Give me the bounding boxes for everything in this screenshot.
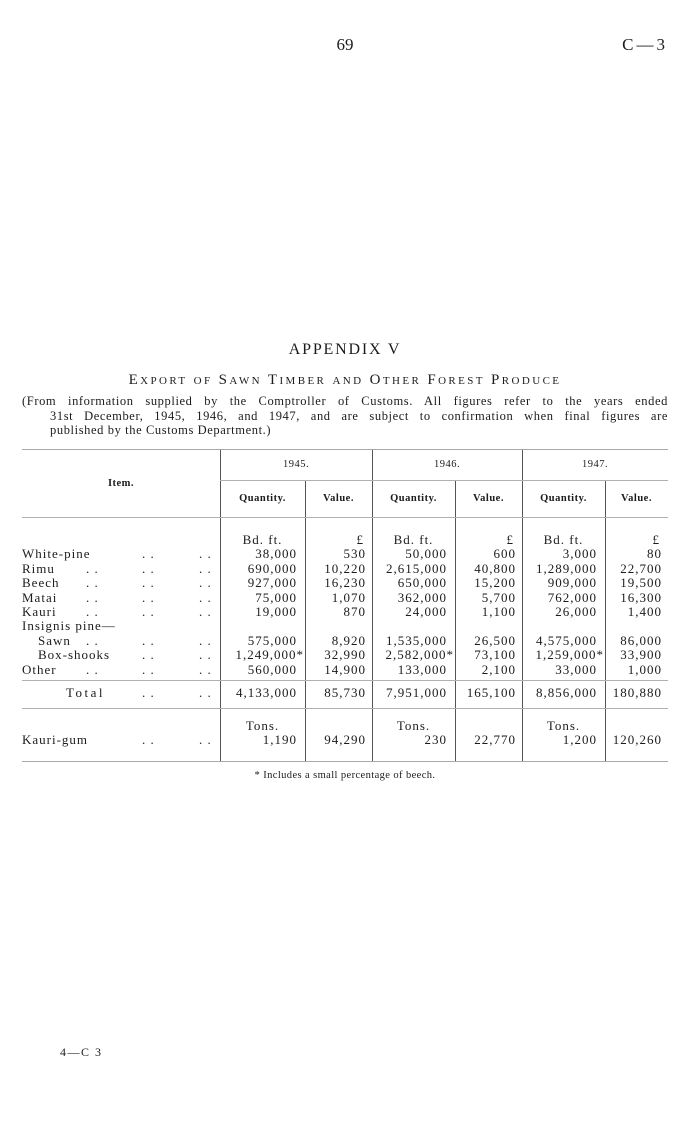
dot-leader: . . xyxy=(199,546,212,562)
item-cell xyxy=(22,686,220,700)
item-cell xyxy=(22,733,220,747)
quantity-cell xyxy=(522,619,605,633)
item-cell xyxy=(22,663,220,677)
unit-cell: Bd. ft. xyxy=(242,532,283,547)
year-header: 1945. xyxy=(282,459,310,470)
item-cell xyxy=(22,619,220,633)
footnote: * Includes a small percentage of beech. xyxy=(254,770,436,781)
quantity-cell: 690,000 xyxy=(247,560,297,576)
quantity-cell: 8,856,000 xyxy=(536,685,597,700)
dot-leader: . . xyxy=(142,560,155,576)
dot-leader: . . xyxy=(199,560,212,576)
item-label: Kauri xyxy=(22,603,57,619)
dot-leader: . . xyxy=(86,661,99,677)
quantity-cell: 560,000 xyxy=(247,661,297,677)
table-row xyxy=(22,547,668,561)
table-row xyxy=(22,605,668,619)
value-cell: 16,230 xyxy=(324,575,366,591)
quantity-cell: 1,535,000 xyxy=(386,632,447,648)
row-rule xyxy=(22,680,668,681)
year-header: 1947. xyxy=(581,459,609,470)
value-cell: 22,700 xyxy=(620,560,662,576)
quantity-header: Quantity. xyxy=(540,493,587,504)
quantity-cell: 7,951,000 xyxy=(386,685,447,700)
dot-leader: . . xyxy=(199,647,212,663)
value-cell: 530 xyxy=(343,546,366,562)
sheet-footer: 4—C 3 xyxy=(60,1045,103,1059)
note-line: (From information supplied by the Comptroller of Customs. All figures refer to the years ended xyxy=(22,394,668,408)
quantity-cell: 38,000 xyxy=(255,546,297,562)
item-cell xyxy=(22,605,220,619)
table-row xyxy=(22,634,668,648)
unit-cell xyxy=(305,719,372,733)
quantity-cell: 1,289,000 xyxy=(536,560,597,576)
value-cell: 32,990 xyxy=(324,647,366,663)
dot-leader: . . xyxy=(142,685,155,700)
note-line: published by the Customs Department.) xyxy=(50,423,272,437)
dot-leader: . . xyxy=(199,732,212,748)
dot-leader: . . xyxy=(86,575,99,591)
item-cell xyxy=(22,576,220,590)
quantity-cell: 2,615,000 xyxy=(386,560,447,576)
item-label: Kauri-gum xyxy=(22,732,89,748)
item-label: Rimu xyxy=(22,560,55,576)
quantity-cell: 133,000 xyxy=(397,661,447,677)
dot-leader: . . xyxy=(142,732,155,748)
appendix-subtitle: Export of Sawn Timber and Other Forest Produce xyxy=(128,372,562,388)
unit-cell: £ xyxy=(356,532,364,547)
unit-cell: Tons. xyxy=(396,718,431,733)
table-row xyxy=(22,648,668,662)
quantity-cell: 33,000 xyxy=(555,661,597,677)
quantity-cell: 230 xyxy=(424,732,447,748)
value-cell: 14,900 xyxy=(324,661,366,677)
value-header: Value. xyxy=(621,493,652,504)
value-cell: 1,400 xyxy=(627,603,662,619)
item-label: White-pine xyxy=(22,546,91,562)
appendix-title: APPENDIX V xyxy=(288,341,402,358)
value-cell: 1,070 xyxy=(331,589,366,605)
value-cell: 15,200 xyxy=(474,575,516,591)
item-cell xyxy=(22,648,220,662)
quantity-cell: 909,000 xyxy=(547,575,597,591)
quantity-cell: 1,190 xyxy=(262,732,297,748)
item-cell xyxy=(22,719,220,733)
value-cell: 1,100 xyxy=(481,603,516,619)
value-cell: 80 xyxy=(647,546,662,562)
total-row xyxy=(22,686,668,700)
dot-leader: . . xyxy=(86,589,99,605)
total-rows xyxy=(22,686,668,700)
value-cell xyxy=(605,619,668,633)
dot-leader: . . xyxy=(199,685,212,700)
value-cell: 73,100 xyxy=(474,647,516,663)
quantity-header: Quantity. xyxy=(390,493,437,504)
row-rule xyxy=(22,517,668,518)
value-cell: 26,500 xyxy=(474,632,516,648)
unit-cell xyxy=(605,719,668,733)
dot-leader: . . xyxy=(199,661,212,677)
kauri-gum-row xyxy=(22,733,668,747)
quantity-cell: 650,000 xyxy=(397,575,447,591)
unit-cell: £ xyxy=(652,532,660,547)
value-cell: 165,100 xyxy=(466,685,516,700)
item-cell xyxy=(22,533,220,547)
document-reference: C—3 xyxy=(622,35,668,54)
value-cell xyxy=(455,619,522,633)
value-cell: 1,000 xyxy=(627,661,662,677)
quantity-cell: 4,575,000 xyxy=(536,632,597,648)
unit-cell xyxy=(455,719,522,733)
export-table xyxy=(22,449,668,762)
quantity-cell: 927,000 xyxy=(247,575,297,591)
item-cell xyxy=(22,634,220,648)
group-heading-row xyxy=(22,619,668,633)
dot-leader: . . xyxy=(86,632,99,648)
value-cell: 16,300 xyxy=(620,589,662,605)
dot-leader: . . xyxy=(142,647,155,663)
quantity-cell: 3,000 xyxy=(562,546,597,562)
item-label: Total xyxy=(66,685,106,700)
quantity-cell: 75,000 xyxy=(255,589,297,605)
quantity-cell: 50,000 xyxy=(405,546,447,562)
value-cell: 85,730 xyxy=(324,685,366,700)
table-row xyxy=(22,576,668,590)
quantity-cell: 362,000 xyxy=(397,589,447,605)
unit-cell: £ xyxy=(506,532,514,547)
dot-leader: . . xyxy=(142,661,155,677)
table-row xyxy=(22,591,668,605)
quantity-cell xyxy=(372,619,455,633)
value-cell: 19,500 xyxy=(620,575,662,591)
item-label: Sawn xyxy=(38,632,71,648)
value-header: Value. xyxy=(323,493,354,504)
page-number: 69 xyxy=(336,35,354,54)
row-rule xyxy=(22,708,668,709)
dot-leader: . . xyxy=(199,632,212,648)
item-cell xyxy=(22,562,220,576)
value-cell: 600 xyxy=(493,546,516,562)
value-cell: 10,220 xyxy=(324,560,366,576)
quantity-cell: 4,133,000 xyxy=(236,685,297,700)
value-cell: 94,290 xyxy=(324,732,366,748)
units-row xyxy=(22,719,668,733)
dot-leader: . . xyxy=(86,603,99,619)
dot-leader: . . xyxy=(86,560,99,576)
quantity-cell: 2,582,000* xyxy=(385,647,454,663)
item-label: Beech xyxy=(22,575,60,591)
unit-cell: Bd. ft. xyxy=(393,532,434,547)
value-cell: 22,770 xyxy=(474,732,516,748)
value-cell: 120,260 xyxy=(612,732,662,748)
item-cell xyxy=(22,591,220,605)
timber-rows xyxy=(22,533,668,677)
dot-leader: . . xyxy=(199,603,212,619)
value-cell xyxy=(305,619,372,633)
item-label: Other xyxy=(22,661,57,677)
quantity-cell: 1,200 xyxy=(562,732,597,748)
value-cell: 33,900 xyxy=(620,647,662,663)
value-cell: 86,000 xyxy=(620,632,662,648)
table-row xyxy=(22,663,668,677)
dot-leader: . . xyxy=(142,603,155,619)
dot-leader: . . xyxy=(142,546,155,562)
quantity-cell: 762,000 xyxy=(547,589,597,605)
quantity-cell: 19,000 xyxy=(255,603,297,619)
dot-leader: . . xyxy=(142,589,155,605)
dot-leader: . . xyxy=(199,589,212,605)
source-note xyxy=(22,394,668,438)
table-header-item: Item. xyxy=(107,478,135,489)
quantity-cell: 26,000 xyxy=(555,603,597,619)
value-cell: 870 xyxy=(343,603,366,619)
quantity-cell: 575,000 xyxy=(247,632,297,648)
item-cell xyxy=(22,547,220,561)
item-label: Box-shooks xyxy=(38,647,111,663)
dot-leader: . . xyxy=(199,575,212,591)
item-label: Matai xyxy=(22,589,58,605)
unit-cell: Bd. ft. xyxy=(543,532,584,547)
quantity-cell xyxy=(220,619,305,633)
value-header: Value. xyxy=(473,493,504,504)
kauri-gum-rows xyxy=(22,719,668,748)
value-cell: 2,100 xyxy=(481,661,516,677)
unit-cell: Tons. xyxy=(245,718,280,733)
value-cell: 180,880 xyxy=(612,685,662,700)
dot-leader: . . xyxy=(142,575,155,591)
value-cell: 5,700 xyxy=(481,589,516,605)
unit-cell: Tons. xyxy=(546,718,581,733)
quantity-cell: 1,259,000* xyxy=(535,647,604,663)
quantity-header: Quantity. xyxy=(239,493,286,504)
quantity-cell: 24,000 xyxy=(405,603,447,619)
note-line: 31st December, 1945, 1946, and 1947, and are subject to confirmation when final figures are xyxy=(50,408,668,423)
item-label: Insignis pine— xyxy=(22,618,116,634)
table-row xyxy=(22,562,668,576)
dot-leader: . . xyxy=(142,632,155,648)
year-header: 1946. xyxy=(433,459,461,470)
units-row xyxy=(22,533,668,547)
value-cell: 8,920 xyxy=(331,632,366,648)
quantity-cell: 1,249,000* xyxy=(235,647,304,663)
value-cell: 40,800 xyxy=(474,560,516,576)
